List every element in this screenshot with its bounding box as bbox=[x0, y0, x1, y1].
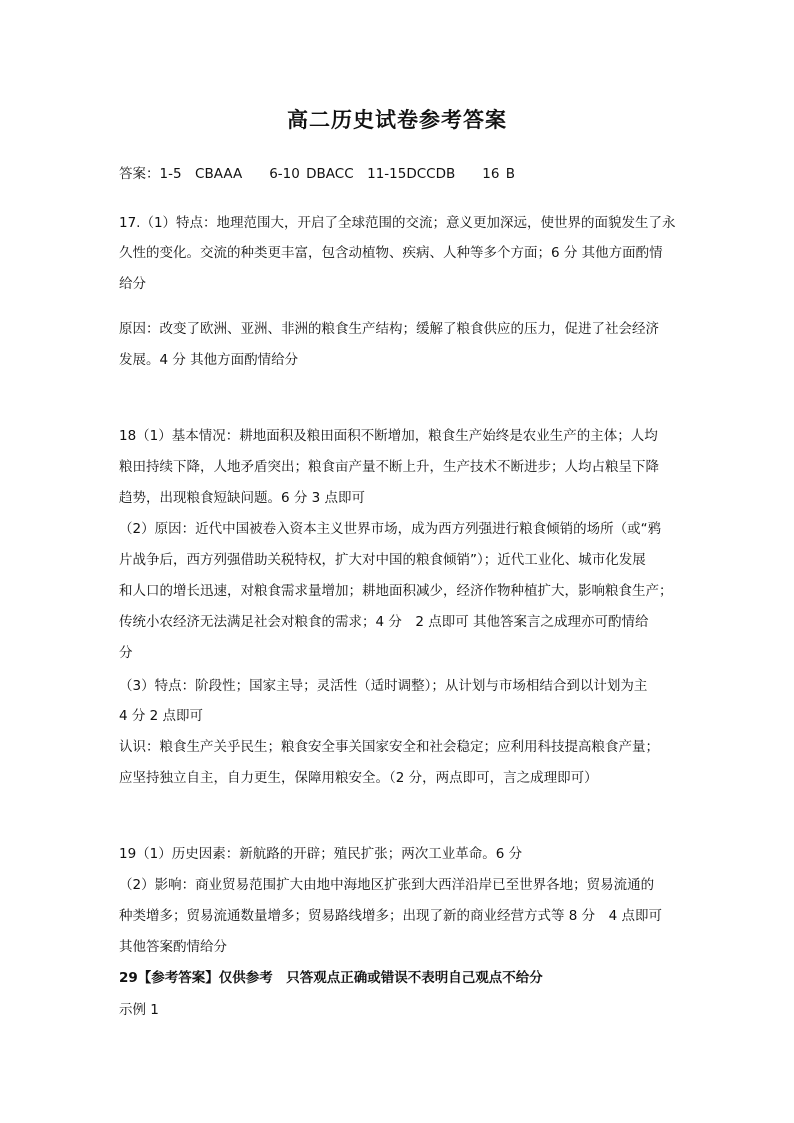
q18-1-line-2: 粮田持续下降，人地矛盾突出；粮食亩产量不断上升，生产技术不断进步；人均占粮呈下降 bbox=[119, 459, 659, 475]
q17-line-1: 17.（1）特点：地理范围大，开启了全球范围的交流；意义更加深远，使世界的面貌发生了永 bbox=[119, 215, 676, 231]
q18-3-line-1: （3）特点：阶段性；国家主导；灵活性（适时调整）；从计划与市场相结合到以计划为主 bbox=[119, 678, 648, 694]
q19-2-line-1: （2）影响：商业贸易范围扩大由地中海地区扩张到大西洋沿岸已至世界各地；贸易流通的 bbox=[119, 877, 655, 893]
q19-2-line-2: 种类增多；贸易流通数量增多；贸易路线增多；出现了新的商业经营方式等 8 分 4 点即可 bbox=[119, 908, 663, 924]
example-1-label: 示例 1 bbox=[119, 1002, 159, 1018]
q18-3-line-2: 4 分 2 点即可 bbox=[119, 708, 204, 724]
q18-2-line-3: 和人口的增长迅速，对粮食需求量增加；耕地面积减少，经济作物种植扩大，影响粮食生产； bbox=[119, 583, 673, 599]
answer-key-line: 答案：1-5 CBAAA 6-10 DBACC 11-15DCCDB 16 B bbox=[119, 166, 515, 182]
q17-reason-line-1: 原因：改变了欧洲、亚洲、非洲的粮食生产结构；缓解了粮食供应的压力，促进了社会经济 bbox=[119, 321, 659, 337]
q19-2-line-3: 其他答案酌情给分 bbox=[119, 939, 227, 955]
q19-1-line: 19（1）历史因素：新航路的开辟；殖民扩张；两次工业革命。6 分 bbox=[119, 846, 523, 862]
q18-1-line-3: 趋势，出现粮食短缺问题。6 分 3 点即可 bbox=[119, 490, 366, 506]
q17-line-2: 久性的变化。交流的种类更丰富，包含动植物、疾病、人种等多个方面；6 分 其他方面酌情 bbox=[119, 245, 663, 261]
q29-heading: 29【参考答案】仅供参考 只答观点正确或错误不表明自己观点不给分 bbox=[119, 970, 543, 986]
q18-2-line-4: 传统小农经济无法满足社会对粮食的需求；4 分 2 点即可 其他答案言之成理亦可酌情给 bbox=[119, 614, 649, 630]
q18-insight-line-2: 应坚持独立自主，自力更生，保障用粮安全。（2 分，两点即可，言之成理即可） bbox=[119, 770, 598, 786]
q18-2-line-5: 分 bbox=[119, 645, 133, 661]
q18-1-line-1: 18（1）基本情况：耕地面积及粮田面积不断增加，粮食生产始终是农业生产的主体；人均 bbox=[119, 428, 658, 444]
q17-line-3: 给分 bbox=[119, 276, 146, 292]
q18-insight-line-1: 认识：粮食生产关乎民生；粮食安全事关国家安全和社会稳定；应利用科技提高粮食产量； bbox=[119, 739, 659, 755]
q17-reason-line-2: 发展。4 分 其他方面酌情给分 bbox=[119, 352, 299, 368]
page-title: 高二历史试卷参考答案 bbox=[287, 107, 507, 132]
q18-2-line-2: 片战争后，西方列强借助关税特权，扩大对中国的粮食倾销”）；近代工业化、城市化发展 bbox=[119, 552, 646, 568]
q18-2-line-1: （2）原因：近代中国被卷入资本主义世界市场，成为西方列强进行粮食倾销的场所（或“鸦 bbox=[119, 521, 662, 537]
